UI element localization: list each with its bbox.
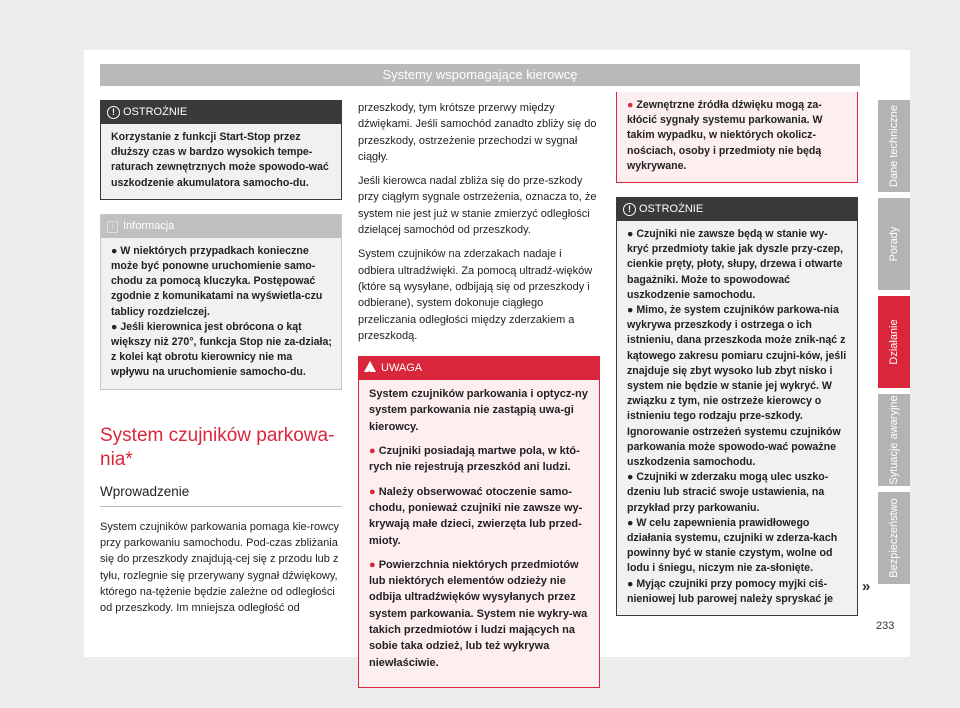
warning-body xyxy=(359,380,599,687)
tab-sytuacje-awaryjne[interactable]: Sytuacje awaryjne xyxy=(878,394,910,486)
info-header xyxy=(101,215,341,238)
info-title: Informacja xyxy=(123,219,175,232)
caution-box-2 xyxy=(616,197,858,616)
paragraph: System czujników na zderzakach nadaje i odbiera ultradźwięki. Za pomocą ultradź-więków (które są wysyłane, odbijają się od przeszkody i odbierane), system dokonuje ciągłego przeliczania odległości między zderzakiem a przeszkodą. xyxy=(358,248,593,342)
caution-item: ● W celu zapewnienia prawidłowego działania systemu, czujniki w zderza-kach powinny być w stanie czystym, wolne od lodu i śniegu, niczym nie za-słonięte. xyxy=(627,516,838,575)
page-number: 233 xyxy=(876,620,895,632)
exclamation-icon: ! xyxy=(107,106,120,119)
caution-box-1 xyxy=(100,100,342,200)
subsection-title: Wprowadzenie xyxy=(100,483,190,499)
caution-body xyxy=(101,124,341,199)
paragraph: przeszkody, tym krótsze przerwy między dźwiękami. Jeśli samochód zanadto zbliży się do przeszkody, ostrzeżenie przechodzi w sygnał ciągły. xyxy=(358,102,597,163)
caution-header xyxy=(617,198,857,221)
info-box xyxy=(100,214,342,390)
warning-item: ● Należy obserwować otoczenie samo-chodu, ponieważ czujniki nie zawsze wy-krywają małe dzieci, zwierzęta lub przed-mioty. xyxy=(369,485,583,547)
caution-text: Korzystanie z funkcji Start-Stop przez dłuższy czas w bardzo wysokich tempe-raturach zewnętrznych może spowodo-wać uszkodzenie akumulatora samocho-du. xyxy=(111,131,329,189)
caution-header xyxy=(101,101,341,124)
warning-box xyxy=(358,356,600,688)
tab-dzialanie[interactable]: Działanie xyxy=(878,296,910,388)
caution-item: ● Myjąc czujniki przy pomocy myjki ciś-nieniowej lub parowej należy spryskać je xyxy=(627,577,834,605)
divider xyxy=(100,506,342,507)
caution-item: ● Mimo, że system czujników parkowa-nia wykrywa przeszkody i ostrzega o ich istnieniu, dana przeszkoda może znik-nąć z kątowego zakresu pomiaru czujni-ków, jeśli znajduje się zbyt wysoko lub zbyt nisko i system nie będzie w stanie jej wykryć. W związku z tym, nie ostrzeże kierowcy o istnieniu tego rodzaju prze-szkody. Ignorowanie ostrzeżeń systemu czujników parkowania może spowodo-wać poważne uszkodzenia samochodu. xyxy=(627,304,847,469)
caution-item: ● Czujniki nie zawsze będą w stanie wy-kryć przedmioty takie jak dyszle przy-czep, cienkie pręty, płoty, słupy, drzewa i otwarte bagażniki. Może to spowodować uszkodzenie samochodu. xyxy=(627,228,844,301)
warning-triangle-icon: ! xyxy=(364,361,376,372)
info-item: ● W niektórych przypadkach konieczne może być ponowne uruchomienie samo-chodu za pomocą kluczyka. Postępować zgodnie z komunikatami na wyświetla-czu tablicy rozdzielczej. xyxy=(111,244,323,318)
info-item: ● Jeśli kierownica jest obrócona o kąt większy niż 270°, funkcja Stop nie za-działa; z kolei kąt obrotu kierownicy nie ma wpływu na uruchomienie samocho-du. xyxy=(111,320,332,379)
caution-title: OSTROŻNIE xyxy=(123,106,188,118)
caution-item: ● Czujniki w zderzaku mogą ulec uszko-dzeniu lub stracić swoje ustawienia, na przykład przy parkowaniu. xyxy=(627,471,829,514)
page-header: Systemy wspomagające kierowcę xyxy=(100,64,860,86)
warning-item: ● Zewnętrzne źródła dźwięku mogą za-kłócić sygnały systemu parkowania. W takim wypadku, w niektórych okolicz-nościach, osoby i przedmioty nie będą wykrywane. xyxy=(627,99,823,172)
warning-item: ● Powierzchnia niektórych przedmiotów lub niektórych elementów odzieży nie odbija ultradźwięków wysyłanych przez system parkowania. System nie wykry-wa takich przedmiotów i ludzi mających na sobie taka odzież, lub też wykrywa niewłaściwie. xyxy=(369,558,588,669)
info-icon: i xyxy=(107,221,118,233)
warning-item: ● Czujniki posiadają martwe pola, w któ-rych nie rejestrują przeszkód ani ludzi. xyxy=(369,445,580,474)
exclamation-icon: ! xyxy=(623,203,636,216)
section-title: System czujników parkowa-nia* xyxy=(100,424,335,470)
warning-title: UWAGA xyxy=(381,362,423,375)
warning-cont-body xyxy=(617,92,857,182)
warning-header xyxy=(359,357,599,380)
info-body xyxy=(101,238,341,389)
column-2 xyxy=(358,100,600,688)
tab-porady[interactable]: Porady xyxy=(878,198,910,290)
caution-title: OSTROŻNIE xyxy=(639,203,704,216)
column-1 xyxy=(100,100,342,624)
column-3 xyxy=(616,92,858,616)
warning-box-continued xyxy=(616,92,858,183)
caution-body xyxy=(617,221,857,615)
tab-dane-techniczne[interactable]: Dane techniczne xyxy=(878,100,910,192)
intro-paragraph: System czujników parkowania pomaga kie-rowcy przy parkowaniu samochodu. Pod-czas zbliżania się do przeszkody znajdują-cej się z przodu lub z tyłu, rozlegnie się przerywany sygnał dźwiękowy, którego na-tężenie będzie zależne od odległości od przeszkody. Im mniejsza odległość od xyxy=(100,520,340,615)
tab-bezpieczenstwo[interactable]: Bezpieczeństwo xyxy=(878,492,910,584)
paragraph: Jeśli kierowca nadal zbliża się do prze-szkody przy ciągłym sygnale ostrzeżenia, oznacza to, że system nie jest już w stanie zmierzyć odległości dzielącej samochód od przeszkody. xyxy=(358,175,597,237)
continued-arrow-icon: » xyxy=(862,578,871,595)
warning-intro: System czujników parkowania i optycz-ny system parkowania nie zastąpią uwa-gi kierowcy. xyxy=(369,388,588,433)
